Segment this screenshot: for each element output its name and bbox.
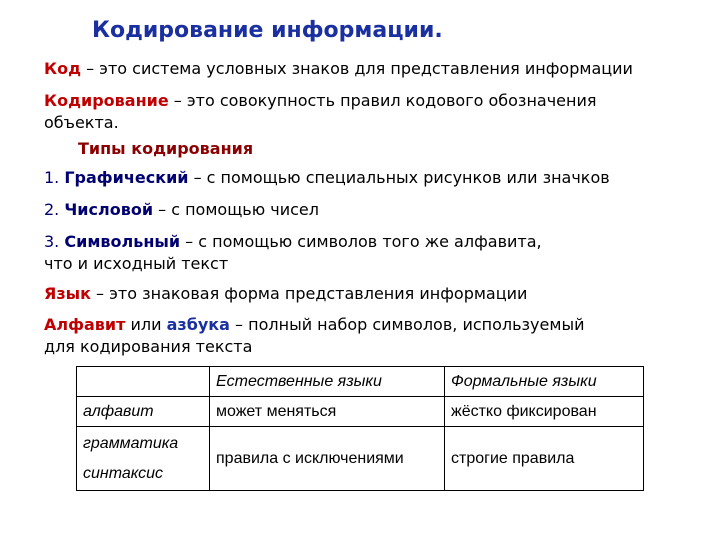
language-term: Язык	[44, 284, 91, 303]
type-text: – с помощью специальных рисунков или значков	[188, 168, 610, 187]
table-header-row	[77, 367, 644, 397]
alphabet-joiner: или	[125, 315, 167, 334]
code-term: Код	[44, 59, 81, 78]
comparison-table	[76, 366, 644, 491]
type-number: 2.	[44, 200, 60, 219]
alphabet-text-1: – полный набор символов, используемый	[229, 315, 585, 334]
type-item-numeric	[44, 199, 319, 221]
azbuka-term: азбука	[166, 315, 230, 334]
alphabet-text-2: для кодирования текста	[44, 337, 253, 356]
table-header-cell: Естественные языки	[210, 367, 445, 397]
alphabet-term: Алфавит	[44, 315, 126, 334]
type-number: 1.	[44, 168, 60, 187]
type-text: – с помощью символов того же алфавита,	[180, 232, 542, 251]
table-cell: жёстко фиксирован	[445, 397, 644, 427]
table-cell: может меняться	[210, 397, 445, 427]
language-definition	[44, 283, 527, 305]
type-item-graphic	[44, 167, 610, 189]
encoding-text-2: объекта.	[44, 113, 119, 132]
encoding-definition	[44, 90, 596, 134]
type-item-symbolic	[44, 231, 542, 275]
encoding-text-1: – это совокупность правил кодового обозначения	[168, 91, 597, 110]
table-row	[77, 397, 644, 427]
table-row	[77, 427, 644, 491]
language-text: – это знаковая форма представления информации	[90, 284, 528, 303]
page-title: Кодирование информации.	[92, 18, 443, 43]
type-text-2: что и исходный текст	[44, 254, 229, 273]
table-cell: правила с исключениями	[210, 427, 445, 491]
table-cell: строгие правила	[445, 427, 644, 491]
type-term: Числовой	[64, 200, 154, 219]
alphabet-definition	[44, 314, 584, 358]
table-row-label: алфавит	[77, 397, 210, 427]
code-text: – это система условных знаков для представления информации	[81, 59, 633, 78]
table-header-cell: Формальные языки	[445, 367, 644, 397]
type-text: – с помощью чисел	[153, 200, 319, 219]
table-row-label-line: грамматика	[83, 434, 179, 452]
table-row-label-line: синтаксис	[83, 464, 164, 482]
encoding-term: Кодирование	[44, 91, 169, 110]
types-heading: Типы кодирования	[78, 139, 254, 158]
table-header-cell	[77, 367, 210, 397]
type-term: Графический	[64, 168, 189, 187]
type-term: Символьный	[64, 232, 181, 251]
code-definition	[44, 58, 633, 80]
table-row-label	[77, 427, 210, 491]
type-number: 3.	[44, 232, 60, 251]
